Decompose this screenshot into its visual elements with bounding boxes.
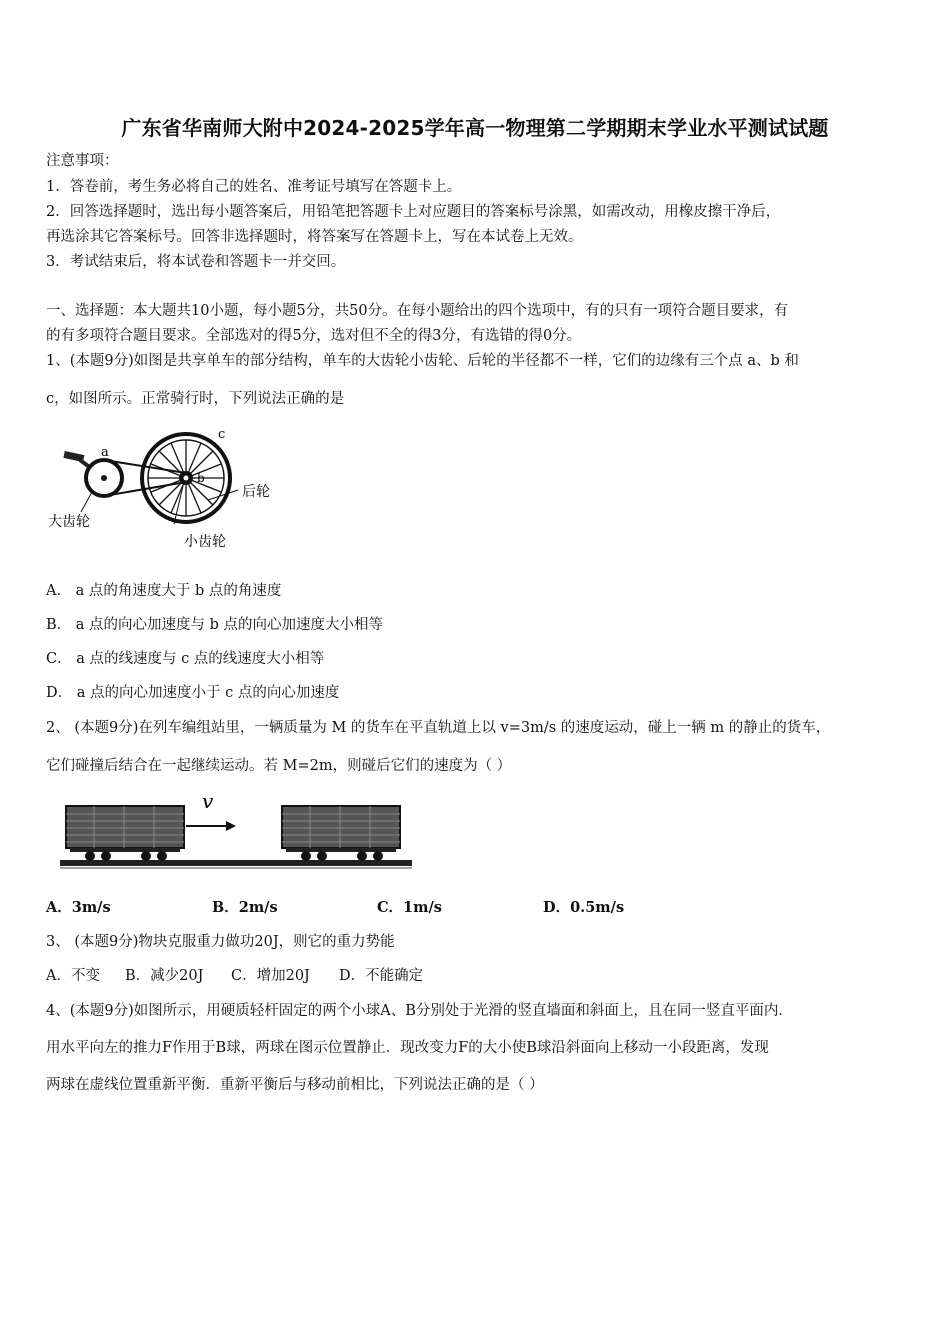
rail-track bbox=[60, 860, 412, 866]
q4-stem-line-2: 用水平向左的推力F作用于B球，两球在图示位置静止．现改变力F的大小使B球沿斜面向上移动一小段距离，发现 bbox=[46, 1040, 769, 1056]
q2-stem-line-1: 2、 (本题9分)在列车编组站里，一辆质量为 M 的货车在平直轨道上以 v=3m/s 的速度运动，碰上一辆 m 的静止的货车， bbox=[46, 720, 831, 736]
q1-stem-line-2: c，如图所示。正常骑行时，下列说法正确的是 bbox=[46, 391, 345, 407]
q2-option-b: B．2m/s bbox=[212, 899, 278, 916]
bicycle-figure bbox=[46, 420, 286, 560]
notice-line-2: 2．回答选择题时，选出每小题答案后，用铅笔把答题卡上对应题目的答案标号涂黑，如需改动，用橡皮擦干净后， bbox=[46, 204, 781, 220]
q2-option-d: D．0.5m/s bbox=[543, 899, 625, 916]
left-freight-car bbox=[66, 806, 184, 861]
section-intro-line-2: 的有多项符合题目要求。全部选对的得5分，选对但不全的得3分，有选错的得0分。 bbox=[46, 328, 582, 344]
train-figure bbox=[58, 790, 418, 876]
section-intro-line-1: 一、选择题：本大题共10小题，每小题5分，共50分。在每小题给出的四个选项中，有的只有一项符合题目要求，有 bbox=[46, 303, 789, 319]
notice-line-4: 3．考试结束后，将本试卷和答题卡一并交回。 bbox=[46, 254, 346, 270]
point-b-label: b bbox=[197, 471, 205, 485]
small-gear-label: 小齿轮 bbox=[184, 534, 226, 550]
notice-line-1: 1．答卷前，考生务必将自己的姓名、准考证号填写在答题卡上。 bbox=[46, 179, 462, 195]
q3-stem: 3、 (本题9分)物块克服重力做功20J，则它的重力势能 bbox=[46, 934, 395, 950]
notice-heading: 注意事项： bbox=[46, 153, 119, 169]
velocity-arrow bbox=[186, 821, 236, 831]
notice-line-3: 再选涂其它答案标号。回答非选择题时，将答案写在答题卡上，写在本试卷上无效。 bbox=[46, 229, 583, 245]
q2-option-c: C．1m/s bbox=[377, 899, 442, 916]
right-freight-car bbox=[282, 806, 400, 861]
q1-stem-line-1: 1、(本题9分)如图是共享单车的部分结构，单车的大齿轮小齿轮、后轮的半径都不一样，它们的边缘有三个点 a、b 和 bbox=[46, 353, 799, 369]
q2-option-a: A．3m/s bbox=[46, 899, 111, 916]
velocity-label: v bbox=[202, 790, 214, 813]
big-gear bbox=[86, 460, 122, 496]
point-a-label: a bbox=[101, 445, 109, 460]
q1-option-c: C． a 点的线速度与 c 点的线速度大小相等 bbox=[46, 651, 325, 667]
q4-stem-line-1: 4、(本题9分)如图所示，用硬质轻杆固定的两个小球A、B分别处于光滑的竖直墙面和斜面上，且在同一竖直平面内． bbox=[46, 1003, 793, 1019]
big-gear-label: 大齿轮 bbox=[48, 514, 90, 530]
q1-option-a: A． a 点的角速度大于 b 点的角速度 bbox=[46, 583, 282, 599]
q3-option-d: D．不能确定 bbox=[339, 968, 424, 984]
q3-option-a: A．不变 bbox=[46, 968, 100, 984]
q1-option-b: B． a 点的向心加速度与 b 点的向心加速度大小相等 bbox=[46, 617, 384, 633]
point-c-label: c bbox=[218, 427, 226, 442]
q3-option-b: B．减少20J bbox=[125, 968, 204, 984]
q1-option-d: D． a 点的向心加速度小于 c 点的向心加速度 bbox=[46, 685, 340, 701]
small-gear bbox=[179, 471, 193, 485]
rear-wheel-label: 后轮 bbox=[242, 484, 270, 500]
q3-option-c: C．增加20J bbox=[231, 968, 310, 984]
q4-stem-line-3: 两球在虚线位置重新平衡．重新平衡后与移动前相比，下列说法正确的是（ ） bbox=[46, 1077, 544, 1093]
q2-stem-line-2: 它们碰撞后结合在一起继续运动。若 M=2m，则碰后它们的速度为（ ） bbox=[46, 758, 512, 774]
page-title: 广东省华南师大附中2024-2025学年高一物理第二学期期末学业水平测试试题 bbox=[121, 116, 829, 140]
